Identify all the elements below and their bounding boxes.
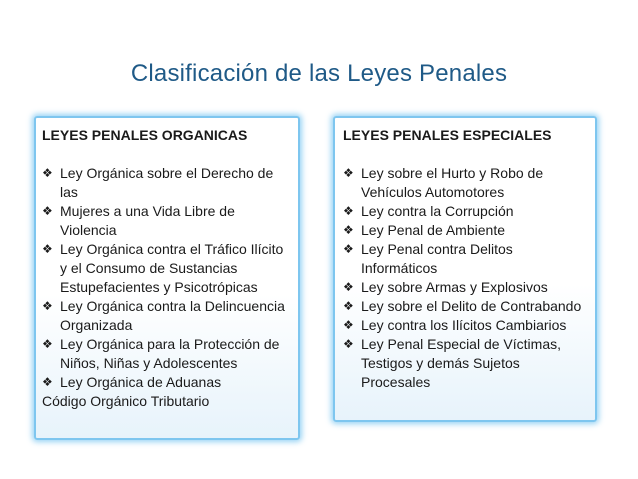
list-item-text: Ley Orgánica contra la Delincuencia Organizada <box>60 298 285 333</box>
diamond-dots-icon: ❖ <box>42 375 53 389</box>
list-item <box>42 202 294 240</box>
list-item <box>343 335 591 392</box>
diamond-dots-icon: ❖ <box>343 242 354 256</box>
list-item <box>343 278 591 297</box>
list-item <box>42 335 294 373</box>
organic-laws-footer: Código Orgánico Tributario <box>42 393 210 409</box>
diamond-dots-icon: ❖ <box>343 280 354 294</box>
organic-laws-list <box>42 164 294 392</box>
diamond-dots-icon: ❖ <box>343 318 354 332</box>
list-item-text: Ley contra los Ilícitos Cambiarios <box>361 317 567 333</box>
list-item-text: Ley sobre el Hurto y Robo de Vehículos Automotores <box>361 165 544 200</box>
organic-laws-heading: LEYES PENALES ORGANICAS <box>42 127 248 143</box>
list-item-text: Ley Orgánica para la Protección de Niños, Niñas y Adolescentes <box>60 336 280 371</box>
diamond-dots-icon: ❖ <box>343 299 354 313</box>
list-item-text: Ley sobre el Delito de Contrabando <box>361 298 582 314</box>
diamond-dots-icon: ❖ <box>343 204 354 218</box>
list-item <box>343 316 591 335</box>
list-item <box>42 297 294 335</box>
list-item <box>42 373 294 392</box>
list-item-text: Ley Orgánica sobre el Derecho de las <box>60 165 274 200</box>
list-item-text: Mujeres a una Vida Libre de Violencia <box>60 203 235 238</box>
list-item-text: Ley contra la Corrupción <box>361 203 514 219</box>
diamond-dots-icon: ❖ <box>42 242 53 256</box>
list-item-text: Ley Orgánica contra el Tráfico Ilícito y el Consumo de Sustancias Estupefacientes y Psicotrópicas <box>60 241 284 295</box>
slide-title: Clasificación de las Leyes Penales <box>130 60 508 87</box>
list-item <box>343 202 591 221</box>
list-item-text: Ley Orgánica de Aduanas <box>60 374 222 390</box>
diamond-dots-icon: ❖ <box>343 223 354 237</box>
diamond-dots-icon: ❖ <box>343 166 354 180</box>
diamond-dots-icon: ❖ <box>343 337 354 351</box>
list-item <box>343 297 591 316</box>
diamond-dots-icon: ❖ <box>42 337 53 351</box>
list-item <box>343 164 591 202</box>
special-laws-heading: LEYES PENALES ESPECIALES <box>343 127 552 143</box>
list-item <box>343 240 591 278</box>
special-laws-box <box>333 116 597 422</box>
special-laws-list <box>343 164 591 392</box>
organic-laws-box <box>34 116 300 440</box>
list-item-text: Ley Penal Especial de Víctimas, Testigos y demás Sujetos Procesales <box>361 336 561 390</box>
list-item-text: Ley Penal de Ambiente <box>361 222 505 238</box>
list-item <box>343 221 591 240</box>
list-item <box>42 164 294 202</box>
diamond-dots-icon: ❖ <box>42 166 53 180</box>
list-item-text: Ley sobre Armas y Explosivos <box>361 279 548 295</box>
diamond-dots-icon: ❖ <box>42 204 53 218</box>
list-item <box>42 240 294 297</box>
list-item-text: Ley Penal contra Delitos Informáticos <box>361 241 513 276</box>
diamond-dots-icon: ❖ <box>42 299 53 313</box>
